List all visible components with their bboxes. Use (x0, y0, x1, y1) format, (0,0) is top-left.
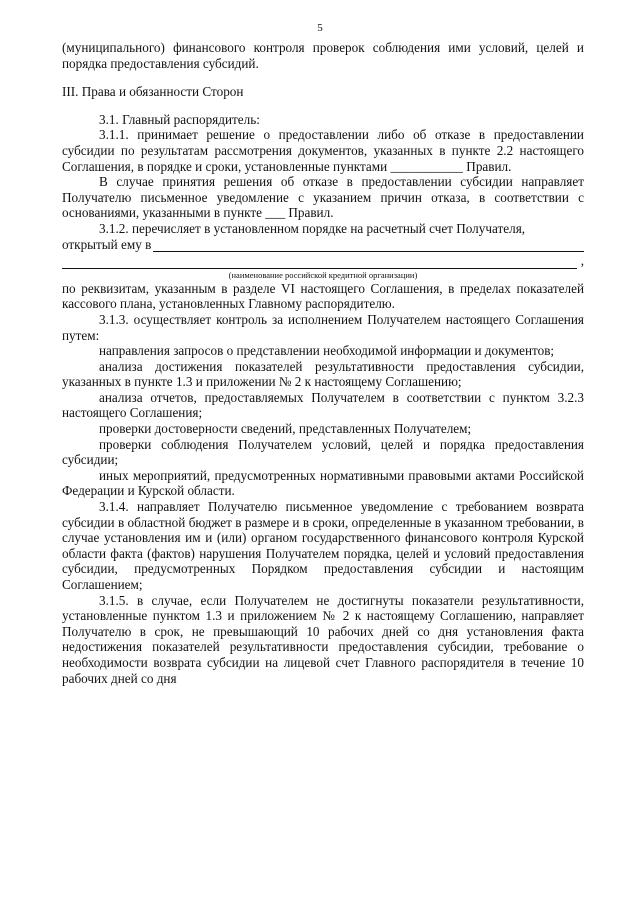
document-body (62, 40, 584, 686)
page-number: 5 (317, 22, 323, 34)
clause-3-1-1: 3.1.1. принимает решение о предоставлении либо об отказе в предоставлении субсидии по результатам рассмотрения документов, указанных в пункте 2.2 настоящего Соглашения, в порядке и сроки, установленные пунктами ___________ Правил. (62, 127, 584, 174)
control-item: направления запросов о представлении необходимой информации и документов; (99, 343, 555, 359)
bank-name-line-2 (62, 253, 584, 269)
bank-caption: (наименование российской кредитной организации) (228, 269, 418, 280)
control-item: проверки соблюдения Получателем условий, целей и порядка предоставления субсидии; (62, 436, 584, 468)
clause-3-1-3: 3.1.3. осуществляет контроль за исполнением Получателем настоящего Соглашения путем: (62, 311, 584, 343)
section-heading: III. Права и обязанности Сторон (62, 84, 244, 100)
intro-paragraph: (муниципального) финансового контроля проверок соблюдения ими условий, целей и порядка предоставления субсидий. (62, 40, 584, 71)
clause-3-1-2: 3.1.2. перечисляет в установленном порядке на расчетный счет Получателя, (99, 220, 526, 236)
clause-3-1-4: 3.1.4. направляет Получателю письменное уведомление с требованием возврата субсидии в областной бюджет в размере и в сроки, определенные в указанном требовании, в случае установления им и (или) органом государственного финансового контроля Курской области факта (фактов) нарушения Получателем порядка, целей и условий предоставления субсидии, предусмотренных Порядком предоставления субсидии и настоящим Соглашением; (62, 499, 584, 592)
control-item: анализа достижения показателей результативности предоставления субсидии, указанных в пункте 1.3 и приложении № 2 к настоящему Соглашению; (62, 358, 584, 390)
clause-3-1-5: 3.1.5. в случае, если Получателем не достигнуты показатели результативности, установленные пунктом 1.3 и приложением № 2 к настоящему Соглашению, направляет Получателю в срок, не превышающий 10 рабочих дней со дня установления факта недостижения показателей результативности предоставления субсидии, требование о необходимости возврата субсидии на лицевой счет Главного распорядителя в течение 10 рабочих дней со дня (62, 592, 584, 686)
bank-name-line (62, 237, 584, 253)
refusal-paragraph: В случае принятия решения об отказе в предоставлении субсидии направляет Получателю письменное уведомление с указанием причин отказа, в соответствии с основаниями, указанными в пункте ___ Правил. (62, 174, 584, 221)
control-item: иных мероприятий, предусмотренных нормативными правовыми актами Российской Федерации и Курской области. (62, 467, 584, 499)
requisites-paragraph: по реквизитам, указанным в разделе VI настоящего Соглашения, в пределах показателей кассового плана, установленных Главному распорядителю. (62, 280, 584, 312)
bank-name-blank-2 (62, 256, 577, 269)
clause-3-1: 3.1. Главный распорядитель: (99, 111, 260, 127)
control-item: анализа отчетов, предоставляемых Получателем в соответствии с пунктом 3.2.3 настоящего Соглашения; (62, 389, 584, 421)
control-item: проверки достоверности сведений, представленных Получателем; (99, 421, 472, 437)
account-prefix: открытый ему в (62, 236, 152, 252)
bank-name-blank (153, 239, 584, 252)
account-tail: , (580, 253, 584, 269)
